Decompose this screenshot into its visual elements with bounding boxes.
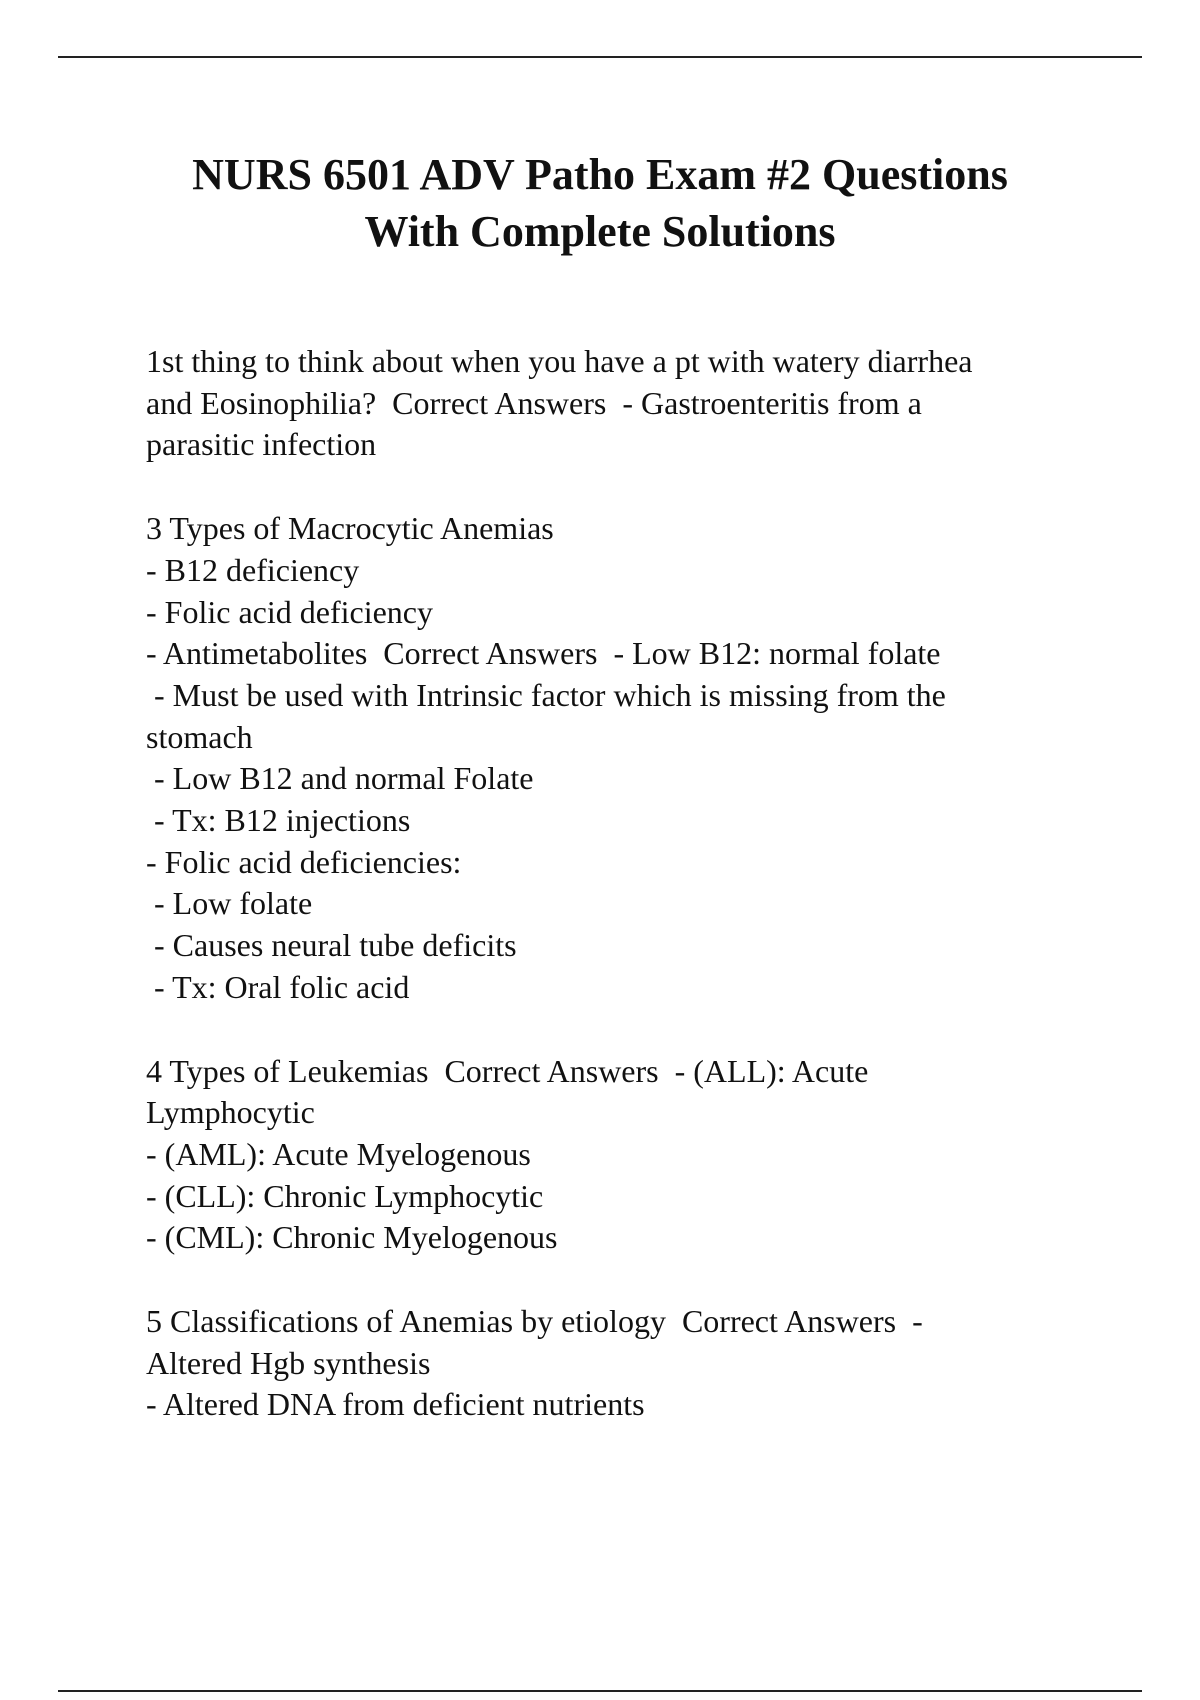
- text-line: - (CLL): Chronic Lymphocytic: [146, 1177, 544, 1214]
- text-line: - Tx: Oral folic acid: [146, 968, 410, 1005]
- text-line: - Tx: B12 injections: [146, 802, 411, 839]
- bottom-divider: [58, 1690, 1142, 1692]
- text-line: - Must be used with Intrinsic factor which is missing from the: [146, 676, 946, 713]
- text-line: 1st thing to think about when you have a pt with watery diarrhea: [146, 343, 973, 379]
- qa-block-diarrhea-eosinophilia: [146, 341, 1146, 466]
- title-line-1: NURS 6501 ADV Patho Exam #2 Questions: [192, 150, 1008, 199]
- text-line: - Folic acid deficiency: [146, 593, 433, 630]
- text-line: - (AML): Acute Myelogenous: [146, 1135, 531, 1172]
- qa-block-macrocytic-anemias: [146, 508, 1146, 1008]
- text-line: parasitic infection: [146, 426, 377, 463]
- text-line: 5 Classifications of Anemias by etiology Correct Answers -: [146, 1303, 923, 1340]
- text-line: - (CML): Chronic Myelogenous: [146, 1219, 558, 1256]
- document-body: [146, 341, 1146, 1468]
- document-title: [100, 146, 1100, 260]
- text-line: - Antimetabolites Correct Answers - Low B12: normal folate: [146, 635, 941, 672]
- qa-block-anemia-classifications: [146, 1301, 1146, 1426]
- text-line: - Causes neural tube deficits: [146, 927, 517, 964]
- text-line: - Low B12 and normal Folate: [146, 760, 534, 797]
- title-line-2: With Complete Solutions: [364, 207, 836, 256]
- text-line: Lymphocytic: [146, 1094, 315, 1131]
- text-line: - B12 deficiency: [146, 551, 360, 588]
- text-line: - Altered DNA from deficient nutrients: [146, 1386, 645, 1423]
- text-line: - Folic acid deficiencies:: [146, 843, 462, 880]
- text-line: and Eosinophilia? Correct Answers - Gastroenteritis from a: [146, 384, 922, 421]
- text-line: 3 Types of Macrocytic Anemias: [146, 510, 554, 547]
- text-line: - Low folate: [146, 885, 313, 922]
- text-line: stomach: [146, 718, 253, 755]
- top-divider: [58, 56, 1142, 58]
- qa-block-leukemias: [146, 1051, 1146, 1260]
- text-line: Altered Hgb synthesis: [146, 1344, 431, 1381]
- text-line: 4 Types of Leukemias Correct Answers - (ALL): Acute: [146, 1052, 869, 1089]
